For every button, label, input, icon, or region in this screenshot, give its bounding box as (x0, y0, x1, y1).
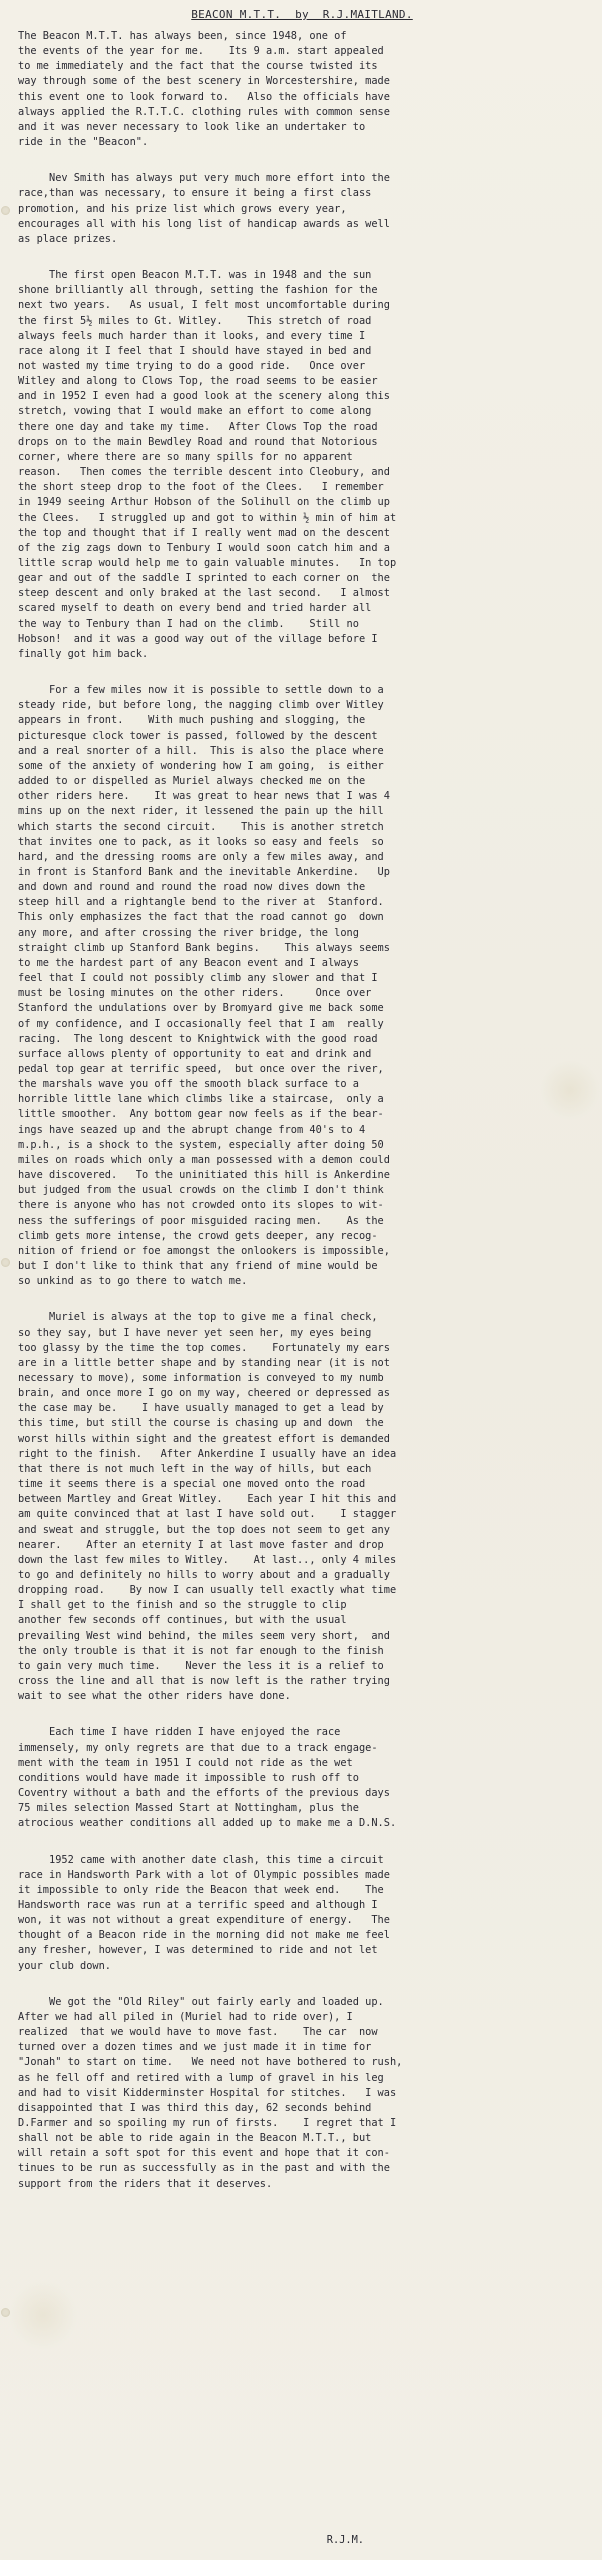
text-line: next two years. As usual, I felt most uncomfortable during (18, 299, 390, 312)
text-line: won, it was not without a great expenditure of energy. The (18, 1914, 390, 1927)
text-line: and sweat and struggle, but the top does not seem to get any (18, 1523, 390, 1536)
text-line: thought of a Beacon ride in the morning did not make me feel (18, 1929, 390, 1942)
text-line: stretch, vowing that I would make an effort to come along (18, 405, 372, 418)
text-line: reason. Then comes the terrible descent into Cleobury, and (18, 466, 390, 479)
signature-initials: R.J.M. (326, 2534, 364, 2546)
text-line: scared myself to death on every bend and tried harder all (18, 602, 372, 615)
text-line: that invites one to pack, as it looks so easy and feels so (18, 835, 384, 848)
text-line: and down and round and round the road now dives down the (18, 881, 366, 894)
paragraph (18, 29, 586, 150)
text-line: promotion, and his prize list which grows every year, (18, 202, 347, 215)
text-line: so unkind as to go there to watch me. (18, 1275, 248, 1288)
text-line: always applied the R.T.T.C. clothing rules with common sense (18, 105, 390, 118)
text-line: immensely, my only regrets are that due to a track engage- (18, 1741, 378, 1754)
text-line: mins up on the next rider, it lessened the pain up the hill (18, 805, 384, 818)
text-line: race in Handsworth Park with a lot of Olympic possibles made (18, 1868, 390, 1881)
paragraph (18, 1725, 586, 1831)
text-line: are in a little better shape and by standing near (it is not (18, 1356, 390, 1369)
text-line: brain, and once more I go on my way, cheered or depressed as (18, 1387, 390, 1400)
text-line: the marshals wave you off the smooth black surface to a (18, 1078, 359, 1091)
paper-stain (8, 2280, 78, 2350)
text-line: am quite convinced that at last I have sold out. I stagger (18, 1508, 397, 1521)
text-line: steep hill and a rightangle bend to the river at Stanford. (18, 896, 384, 909)
text-line: corner, where there are so many spills for no apparent (18, 450, 353, 463)
text-line: that there is not much left in the way of hills, but each (18, 1462, 372, 1475)
paragraph (18, 1995, 586, 2192)
text-line: way through some of the best scenery in Worcestershire, made (18, 75, 390, 88)
text-line: not wasted my time trying to do a good ride. Once over (18, 359, 366, 372)
text-line: straight climb up Stanford Bank begins. This always seems (18, 941, 390, 954)
text-line: of my confidence, and I occasionally feel that I am really (18, 1017, 384, 1030)
text-line: down the last few miles to Witley. At last.., only 4 miles (18, 1553, 397, 1566)
text-line: this event one to look forward to. Also the officials have (18, 90, 390, 103)
text-line: miles on roads which only a man possessed with a demon could (18, 1153, 390, 1166)
text-line: support from the riders that it deserves. (18, 2177, 273, 2190)
paragraph (18, 683, 586, 1289)
article-body (18, 29, 586, 2192)
text-line: the Clees. I struggled up and got to within ½ min of him at (18, 511, 397, 524)
text-line: little smoother. Any bottom gear now feels as if the bear- (18, 1108, 384, 1121)
text-line: steep descent and only braked at the last second. I almost (18, 587, 390, 600)
text-line: The first open Beacon M.T.T. was in 1948 and the sun (18, 269, 372, 282)
text-line: finally got him back. (18, 647, 149, 660)
text-line: but judged from the usual crowds on the climb I don't think (18, 1184, 384, 1197)
text-line: in 1949 seeing Arthur Hobson of the Solihull on the climb up (18, 496, 390, 509)
text-line: and in 1952 I even had a good look at the scenery along this (18, 390, 390, 403)
text-line: Hobson! and it was a good way out of the village before I (18, 632, 378, 645)
text-line: of the zig zags down to Tenbury I would soon catch him and a (18, 541, 390, 554)
text-line: so they say, but I have never yet seen her, my eyes being (18, 1326, 372, 1339)
text-line: Muriel is always at the top to give me a final check, (18, 1311, 378, 1324)
text-line: atrocious weather conditions all added up to make me a D.N.S. (18, 1817, 397, 1830)
text-line: time it seems there is a special one moved onto the road (18, 1478, 366, 1491)
text-line: the case may be. I have usually managed to get a lead by (18, 1402, 384, 1415)
punch-hole (1, 206, 10, 215)
paragraph (18, 171, 586, 247)
text-line: wait to see what the other riders have done. (18, 1690, 291, 1703)
paragraph (18, 1853, 586, 1974)
text-line: which starts the second circuit. This is another stretch (18, 820, 384, 833)
text-line: there one day and take my time. After Clows Top the road (18, 420, 378, 433)
text-line: the short steep drop to the foot of the Clees. I remember (18, 481, 384, 494)
text-line: worst hills within sight and the greatest effort is demanded (18, 1432, 390, 1445)
text-line: disappointed that I was third this day, 62 seconds behind (18, 2101, 372, 2114)
text-line: nearer. After an eternity I at last move faster and drop (18, 1538, 384, 1551)
text-line: Coventry without a bath and the efforts of the previous days (18, 1787, 390, 1800)
text-line: The Beacon M.T.T. has always been, since 1948, one of (18, 30, 347, 42)
text-line: conditions would have made it impossible to rush off to (18, 1771, 359, 1784)
text-line: racing. The long descent to Knightwick with the good road (18, 1032, 378, 1045)
text-line: but I don't like to think that any friend of mine would be (18, 1260, 378, 1273)
paragraph (18, 268, 586, 662)
text-line: nition of friend or foe amongst the onlookers is impossible, (18, 1244, 390, 1257)
text-line: and it was never necessary to look like an undertaker to (18, 120, 366, 133)
text-line: horrible little lane which climbs like a staircase, only a (18, 1093, 384, 1106)
text-line: and a real snorter of a hill. This is also the place where (18, 744, 384, 757)
text-line: dropping road. By now I can usually tell exactly what time (18, 1584, 397, 1597)
text-line: and had to visit Kidderminster Hospital for stitches. I was (18, 2086, 397, 2099)
text-line: any more, and after crossing the river bridge, the long (18, 926, 359, 939)
text-line: tinues to be run as successfully as in the past and with the (18, 2162, 390, 2175)
text-line: Witley and along to Clows Top, the road seems to be easier (18, 375, 378, 388)
text-line: as he fell off and retired with a lump of gravel in his leg (18, 2071, 384, 2084)
text-line: to me immediately and the fact that the course twisted its (18, 60, 378, 73)
text-line: must be losing minutes on the other riders. Once over (18, 987, 372, 1000)
text-line: gear and out of the saddle I sprinted to each corner on the (18, 572, 390, 585)
text-line: have discovered. To the uninitiated this hill is Ankerdine (18, 1169, 390, 1182)
text-line: This only emphasizes the fact that the road cannot go down (18, 911, 384, 924)
text-line: to go and definitely no hills to worry about and a gradually (18, 1569, 390, 1581)
text-line: in front is Stanford Bank and the inevitable Ankerdine. Up (18, 865, 390, 878)
text-line: For a few miles now it is possible to settle down to a (18, 684, 384, 697)
text-line: After we had all piled in (Muriel had to ride over), I (18, 2010, 353, 2023)
text-line: always feels much harder than it looks, and every time I (18, 329, 366, 342)
text-line: little scrap would help me to gain valuable minutes. In top (18, 557, 397, 569)
text-line: I shall get to the finish and so the struggle to clip (18, 1599, 347, 1612)
text-line: drops on to the main Bewdley Road and round that Notorious (18, 435, 378, 448)
text-line: pedal top gear at terrific speed, but once over the river, (18, 1063, 384, 1075)
text-line: ride in the "Beacon". (18, 136, 149, 149)
text-line: too glassy by the time the top comes. Fortunately my ears (18, 1341, 390, 1354)
punch-hole (1, 1258, 10, 1267)
text-line: the first 5½ miles to Gt. Witley. This stretch of road (18, 314, 372, 327)
text-line: ings have seazed up and the abrupt change from 40's to 4 (18, 1123, 366, 1136)
text-line: shone brilliantly all through, setting the fashion for the (18, 284, 378, 297)
text-line: Stanford the undulations over by Bromyard give me back some (18, 1002, 384, 1015)
text-line: surface allows plenty of opportunity to eat and drink and (18, 1047, 372, 1060)
text-line: other riders here. It was great to hear news that I was 4 (18, 790, 390, 803)
text-line: Nev Smith has always put very much more effort into the (18, 172, 390, 185)
text-line: m.p.h., is a shock to the system, especially after doing 50 (18, 1138, 384, 1151)
paragraph (18, 1310, 586, 1704)
text-line: as place prizes. (18, 232, 118, 245)
text-line: hard, and the dressing rooms are only a few miles away, and (18, 850, 384, 863)
text-line: steady ride, but before long, the nagging climb over Witley (18, 699, 384, 712)
text-line: race,than was necessary, to ensure it being a first class (18, 187, 372, 200)
text-line: 1952 came with another date clash, this time a circuit (18, 1853, 384, 1866)
text-line: realized that we would have to move fast. The car now (18, 2026, 378, 2039)
text-line: D.Farmer and so spoiling my run of firsts. I regret that I (18, 2117, 397, 2129)
text-line: prevailing West wind behind, the miles seem very short, and (18, 1629, 390, 1642)
text-line: encourages all with his long list of handicap awards as well (18, 217, 390, 230)
text-line: added to or dispelled as Muriel always checked me on the (18, 775, 366, 788)
document-title: BEACON M.T.T. by R.J.MAITLAND. (191, 8, 413, 21)
text-line: your club down. (18, 1959, 111, 1972)
text-line: cross the line and all that is now left is the rather trying (18, 1675, 390, 1688)
text-line: picturesque clock tower is passed, followed by the descent (18, 729, 378, 742)
text-line: to gain very much time. Never the less it is a relief to (18, 1659, 384, 1672)
text-line: feel that I could not possibly climb any slower and that I (18, 972, 378, 985)
text-line: necessary to move), some information is conveyed to my numb (18, 1371, 384, 1384)
text-line: "Jonah" to start on time. We need not have bothered to rush, (18, 2056, 403, 2069)
text-line: right to the finish. After Ankerdine I usually have an idea (18, 1447, 397, 1460)
text-line: 75 miles selection Massed Start at Nottingham, plus the (18, 1802, 359, 1815)
text-line: the way to Tenbury than I had on the climb. Still no (18, 617, 359, 630)
text-line: some of the anxiety of wondering how I am going, is either (18, 759, 384, 772)
text-line: shall not be able to ride again in the Beacon M.T.T., but (18, 2132, 372, 2145)
text-line: another few seconds off continues, but with the usual (18, 1614, 347, 1627)
text-line: appears in front. With much pushing and slogging, the (18, 714, 366, 727)
text-line: this time, but still the course is chasing up and down the (18, 1417, 384, 1430)
text-line: ness the sufferings of poor misguided racing men. As the (18, 1214, 384, 1227)
text-line: the events of the year for me. Its 9 a.m. start appealed (18, 45, 384, 58)
text-line: ment with the team in 1951 I could not ride as the wet (18, 1756, 353, 1769)
text-line: any fresher, however, I was determined to ride and not let (18, 1944, 378, 1957)
paper-stain (540, 1060, 600, 1120)
text-line: will retain a soft spot for this event and hope that it con- (18, 2147, 390, 2160)
text-line: the only trouble is that it is not far enough to the finish (18, 1644, 384, 1657)
text-line: turned over a dozen times and we just made it in time for (18, 2041, 372, 2054)
text-line: Each time I have ridden I have enjoyed the race (18, 1726, 341, 1739)
text-line: it impossible to only ride the Beacon that week end. The (18, 1883, 384, 1896)
text-line: there is anyone who has not crowded onto its slopes to wit- (18, 1199, 384, 1212)
text-line: race along it I feel that I should have stayed in bed and (18, 344, 372, 357)
text-line: between Martley and Great Witley. Each year I hit this and (18, 1493, 397, 1506)
text-line: Handsworth race was run at a terrific speed and although I (18, 1898, 378, 1911)
text-line: climb gets more intense, the crowd gets deeper, any recog- (18, 1229, 378, 1242)
text-line: to me the hardest part of any Beacon event and I always (18, 956, 359, 969)
text-line: the top and thought that if I really went mad on the descent (18, 526, 390, 539)
text-line: We got the "Old Riley" out fairly early and loaded up. (18, 1995, 384, 2008)
